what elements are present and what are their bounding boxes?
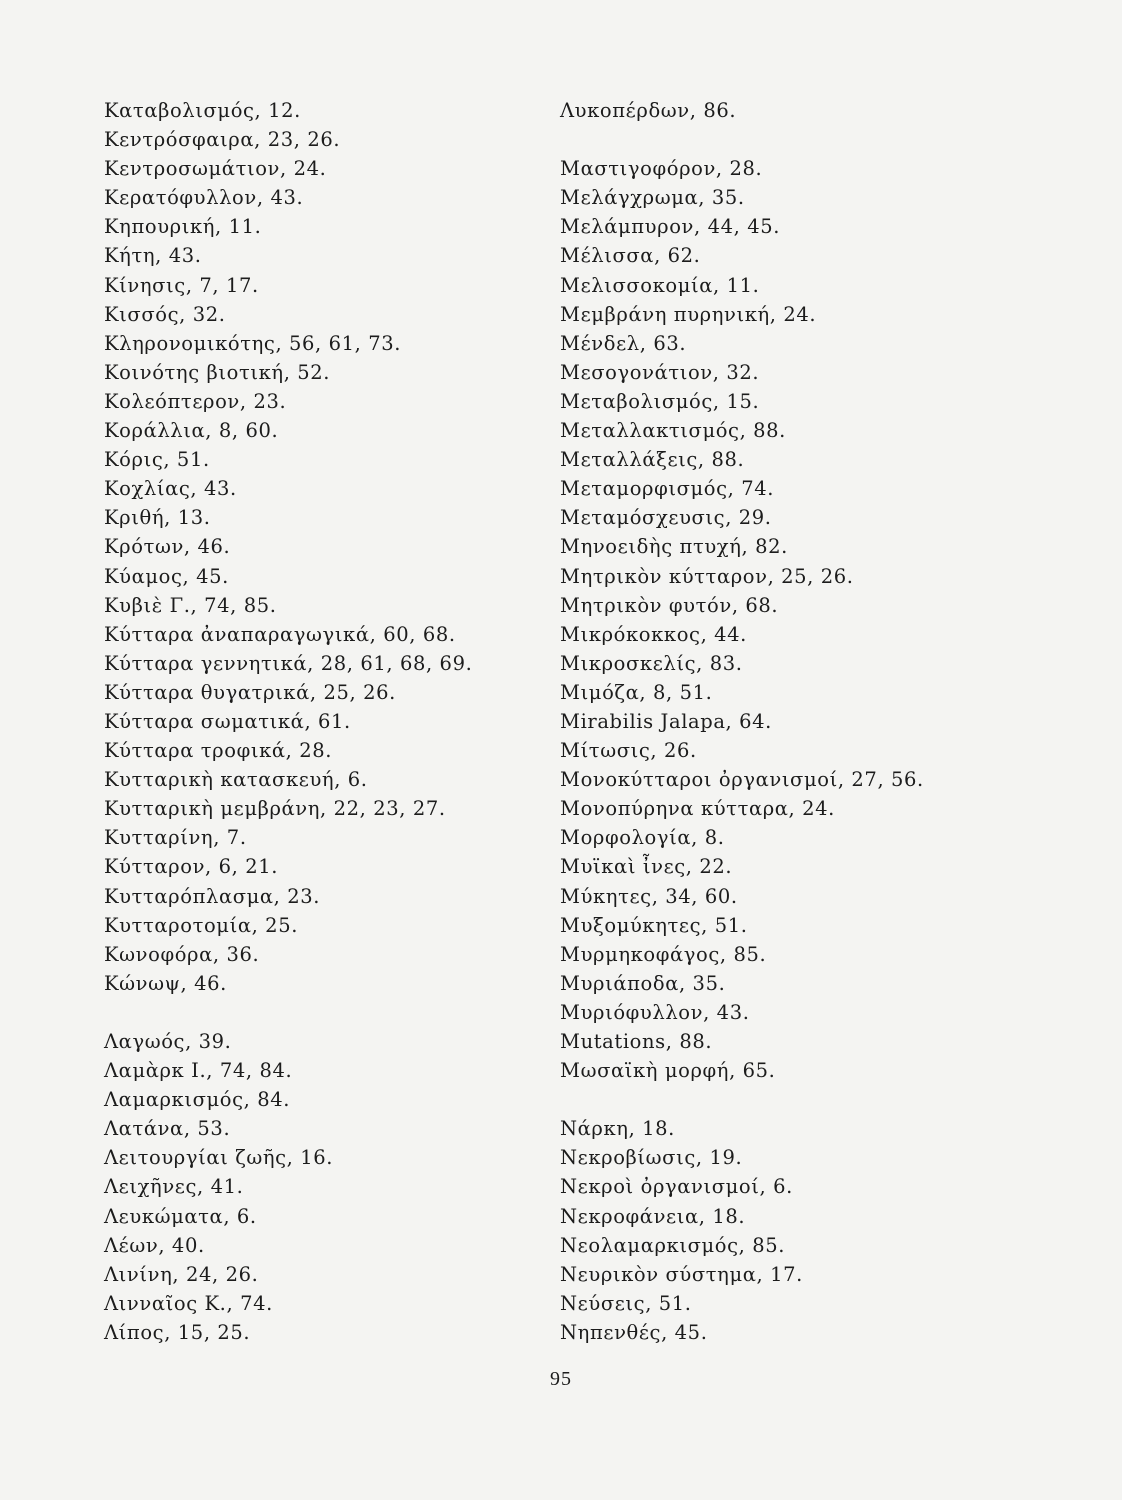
index-entry: Κύτταρα σωματικά, 61. [104,709,351,733]
index-entry: Μητρικὸν κύτταρον, 25, 26. [560,564,854,588]
index-entry: Λευκώματα, 6. [104,1204,257,1228]
index-entry: Μελάγχρωμα, 35. [560,186,745,210]
index-entry: Μητρικὸν φυτόν, 68. [560,593,779,617]
index-entry: Νεκροφάνεια, 18. [560,1204,746,1228]
index-entry: Κοράλλια, 8, 60. [104,419,279,443]
index-entry: Κυτταρικὴ μεμβράνη, 22, 23, 27. [104,797,446,821]
index-entry: Μεταβολισμός, 15. [560,389,760,413]
index-entry: Κολεόπτερον, 23. [104,389,287,413]
index-group-l [104,1027,544,1347]
index-entry: Λυκοπέρδων, 86. [560,99,737,122]
index-entry: Μυϊκαὶ ἶνες, 22. [560,855,733,879]
index-entry: Κύτταρα τροφικά, 28. [104,739,333,763]
index-entry: Μεταμόσχευσις, 29. [560,506,772,530]
index-entry: Μύκητες, 34, 60. [560,884,738,908]
index-entry: Μεταλλακτισμός, 88. [560,419,786,443]
index-entry: Κληρονομικότης, 56, 61, 73. [104,331,402,355]
index-group-m [560,154,1080,1085]
index-entry: Νεκροβίωσις, 19. [560,1146,743,1170]
group-separator [104,998,544,1027]
index-entry: Κώνωψ, 46. [104,971,227,995]
index-entry: Μυρμηκοφάγος, 85. [560,942,767,966]
index-column-right [560,96,1080,1347]
index-entry: Λειχῆνες, 41. [104,1175,244,1199]
index-entry: Mutations, 88. [560,1030,713,1053]
index-entry: Λατάνα, 53. [104,1117,231,1141]
index-entry: Μεσογονάτιον, 32. [560,360,760,384]
index-entry: Λαμὰρκ Ι., 74, 84. [104,1059,293,1083]
index-entry: Μιμόζα, 8, 51. [560,680,713,704]
index-entry: Λέων, 40. [104,1233,205,1257]
index-group-k [104,96,544,998]
group-separator [560,1085,1080,1114]
index-entry: Μεμβράνη πυρηνική, 24. [560,302,817,326]
index-entry: Νεολαμαρκισμός, 85. [560,1233,786,1257]
index-entry: Μεταλλάξεις, 88. [560,448,745,472]
index-entry: Κήτη, 43. [104,244,202,268]
index-entry: Κίνησις, 7, 17. [104,273,259,297]
index-column-left [104,96,544,1347]
index-entry: Λαμαρκισμός, 84. [104,1088,291,1112]
index-entry: Κοχλίας, 43. [104,477,237,501]
index-entry: Κόρις, 51. [104,448,210,472]
index-entry: Μελάμπυρον, 44, 45. [560,215,781,239]
page-number: 95 [550,1368,572,1390]
group-separator [560,125,1080,154]
index-entry: Μυριόφυλλον, 43. [560,1000,750,1024]
index-entry: Μωσαϊκὴ μορφή, 65. [560,1059,776,1083]
index-entry: Νευρικὸν σύστημα, 17. [560,1262,803,1286]
index-entry: Νεκροὶ ὀργανισμοί, 6. [560,1175,793,1199]
index-entry: Κυτταροτομία, 25. [104,913,298,937]
index-entry: Μυξομύκητες, 51. [560,913,748,937]
index-entry: Μικρόκοκκος, 44. [560,622,747,646]
index-entry: Κυβιὲ Γ., 74, 85. [104,593,277,617]
index-entry: Μυριάποδα, 35. [560,971,726,995]
index-entry: Μίτωσις, 26. [560,739,697,763]
index-entry: Κεντρόσφαιρα, 23, 26. [104,128,341,152]
index-entry: Mirabilis Jalapa, 64. [560,709,772,733]
index-entry: Λινίνη, 24, 26. [104,1262,259,1286]
index-entry: Λαγωός, 39. [104,1030,232,1053]
index-entry: Νηπενθές, 45. [560,1320,708,1344]
index-entry: Μορφολογία, 8. [560,826,725,850]
index-entry: Κυτταρίνη, 7. [104,826,247,850]
index-entry: Μελισσοκομία, 11. [560,273,760,297]
index-entry: Λινναῖος Κ., 74. [104,1291,273,1315]
index-group-n [560,1114,1080,1347]
index-entry: Κύτταρα γεννητικά, 28, 61, 68, 69. [104,651,473,675]
index-entry: Κισσός, 32. [104,302,226,326]
index-entry: Κωνοφόρα, 36. [104,942,260,966]
index-entry: Μέλισσα, 62. [560,244,701,268]
index-entry: Κερατόφυλλον, 43. [104,186,304,210]
index-entry: Κυτταρόπλασμα, 23. [104,884,321,908]
index-entry: Νεύσεις, 51. [560,1291,692,1315]
index-entry: Κηπουρική, 11. [104,215,262,239]
index-entry: Νάρκη, 18. [560,1117,675,1141]
index-entry: Κύαμος, 45. [104,564,229,588]
index-entry: Μικροσκελίς, 83. [560,651,743,675]
index-entry: Μονοπύρηνα κύτταρα, 24. [560,797,835,821]
index-entry: Κριθή, 13. [104,506,211,530]
index-entry: Κύτταρα θυγατρικά, 25, 26. [104,680,396,704]
index-entry: Μένδελ, 63. [560,331,687,355]
index-entry: Κύτταρα ἀναπαραγωγικά, 60, 68. [104,622,456,646]
index-group-l-continued [560,96,1080,125]
index-entry: Κρότων, 46. [104,535,231,559]
index-entry: Λίπος, 15, 25. [104,1320,251,1344]
index-entry: Κυτταρικὴ κατασκευή, 6. [104,768,368,792]
index-entry: Κοινότης βιοτική, 52. [104,360,331,384]
index-entry: Κύτταρον, 6, 21. [104,855,279,879]
index-entry: Μεταμορφισμός, 74. [560,477,775,501]
index-entry: Μηνοειδὴς πτυχή, 82. [560,535,788,559]
index-entry: Κεντροσωμάτιον, 24. [104,157,327,181]
index-entry: Καταβολισμός, 12. [104,99,301,122]
index-entry: Μονοκύτταροι ὀργανισμοί, 27, 56. [560,768,924,792]
index-entry: Λειτουργίαι ζωῆς, 16. [104,1146,334,1170]
index-entry: Μαστιγοφόρον, 28. [560,157,763,181]
